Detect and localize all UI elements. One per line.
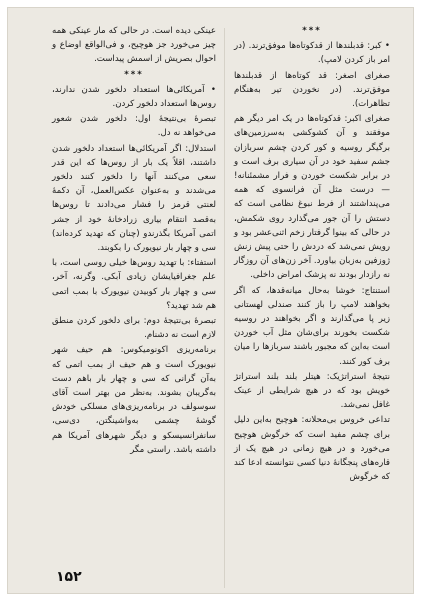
- paragraph: استفتاء: با تهدید روس‌ها خیلی روسی است، با علم جغرافیایشان زیادی آبکی. وگرنه، آخر، سی و چهار بار کوبیدن نیویورک با بمب اتمی هم شد تهدید؟: [52, 258, 216, 311]
- paragraph: عینکی دیده است. در حالی که مار عینکی همه چیز می‌خورد جز هوچیح، و فی‌الواقع اوضاع و احوال بصریش از اسمش پیداست.: [52, 26, 216, 65]
- page-number: ۱۵۲: [56, 569, 82, 585]
- separator: ***: [124, 69, 144, 80]
- column-divider: [224, 28, 225, 588]
- paragraph: نتیجهٔ استراتژیک: هیتلر بلند بلند استراتژ خویش بود که در هیچ شرایطی از عینک غافل نمی‌شد.: [234, 371, 390, 411]
- left-column: [52, 24, 216, 458]
- book-page: [8, 8, 413, 593]
- paragraph: تبصرهٔ بی‌نتیجهٔ دوم: برای دلخور کردن منطق لازم است نه دشنام.: [52, 316, 216, 341]
- paragraph: استنتاج: خوشا به‌حال میانه‌قدها، که اگر بخواهند لامپ را باز کنند صندلی لهستانی زیر پا می‌گذارند و اگر بخواهند در روسیه شکست بخورند برای‌شان مثل آب خوردن است به‌این که مجبور باشند سربازها را میان برف کور کنند.: [234, 285, 390, 367]
- paragraph: • آمریکائی‌ها استعداد دلخور شدن ندارند، روس‌ها استعداد دلخور کردن.: [52, 84, 216, 110]
- paragraph: استدلال: اگر آمریکائی‌ها استعداد دلخور شدن داشتند، اقلاً یک بار از روس‌ها که این قدر سعی می‌کنند آنها را دلخور کنند دلخور می‌شدند و به‌عنوان عکس‌العمل، آن دکمهٔ لعنتی قرمز را فشار می‌دادند تا روس‌ها به‌قصد انتقام بیاری زرادخانهٔ خود از جشر اتمی آمریکا بگذرندو (چنان که تهدید کرده‌اند) سی و چهار بار نیویورک را بکوبند.: [52, 143, 216, 254]
- right-column: [234, 24, 390, 486]
- paragraph: • کبر: قدبلندها از قدکوتاه‌ها موفق‌ترند. (در امر باز کردن لامپ).: [234, 41, 390, 66]
- paragraph: تبصرهٔ بی‌نتیجهٔ اول: دلخور شدن شعور می‌خواهد نه دل.: [52, 114, 216, 139]
- paragraph: صغرای اصغر: قد کوتاه‌ها از قدبلندها موفق‌ترند. (در نخوردن تیر به‌هنگام تظاهرات).: [234, 70, 390, 110]
- paragraph: برنامه‌ریزی اکونومیکوس: هم حیف شهر نیویورک است و هم حیف از بمب اتمی که به‌آن گرانی که سی و چهار بار باهم دست به‌گریبان بشوند. به‌نظر من بهتر است آقای سوسولف در برنامه‌ریزی‌های مسلکی خودش گوشهٔ چشمی به‌واشینگتن، دی‌سی، سانفرانسیسکو و دیگر شهرهای آمریکا هم داشته باشد. راستی مگر: [52, 345, 216, 455]
- paragraph: صغرای اکبر: قدکوتاه‌ها در یک امر دیگر هم موفقند و آن کشوکشی به‌سرزمین‌های برگیگر روسیه و کور کردن چشم سربازان جشم سفید خود در آن سیاری برف است و در برابر شکست خوردن و فرار مشمئنانه! — درست مثل آن فرانسوی که همه می‌پنداشتند از فرط نبوغ نظامی است که دستش را آن جور می‌گذارد روی شکمش، در حالی که بینوا گرفتار زخم اثنی‌عشر بود و رویش نمی‌شد که دردش را حتی پیش زنش ژوزفین به‌زبان بیاورد. آخر زن‌های آن روزگار نه رازدار بودند نه پزشک امراض داخلی.: [234, 114, 390, 281]
- separator: ***: [302, 26, 322, 36]
- paragraph: تداعی خروس بی‌محلانه: هوچیح به‌این دلیل برای چشم مفید است که خرگوش هوچیح می‌خورد و در هیچ زمانی در هیچ یک از قاره‌های پنجگانهٔ دنیا کسی نتوانسته ادعا کند که خرگوش: [234, 415, 390, 483]
